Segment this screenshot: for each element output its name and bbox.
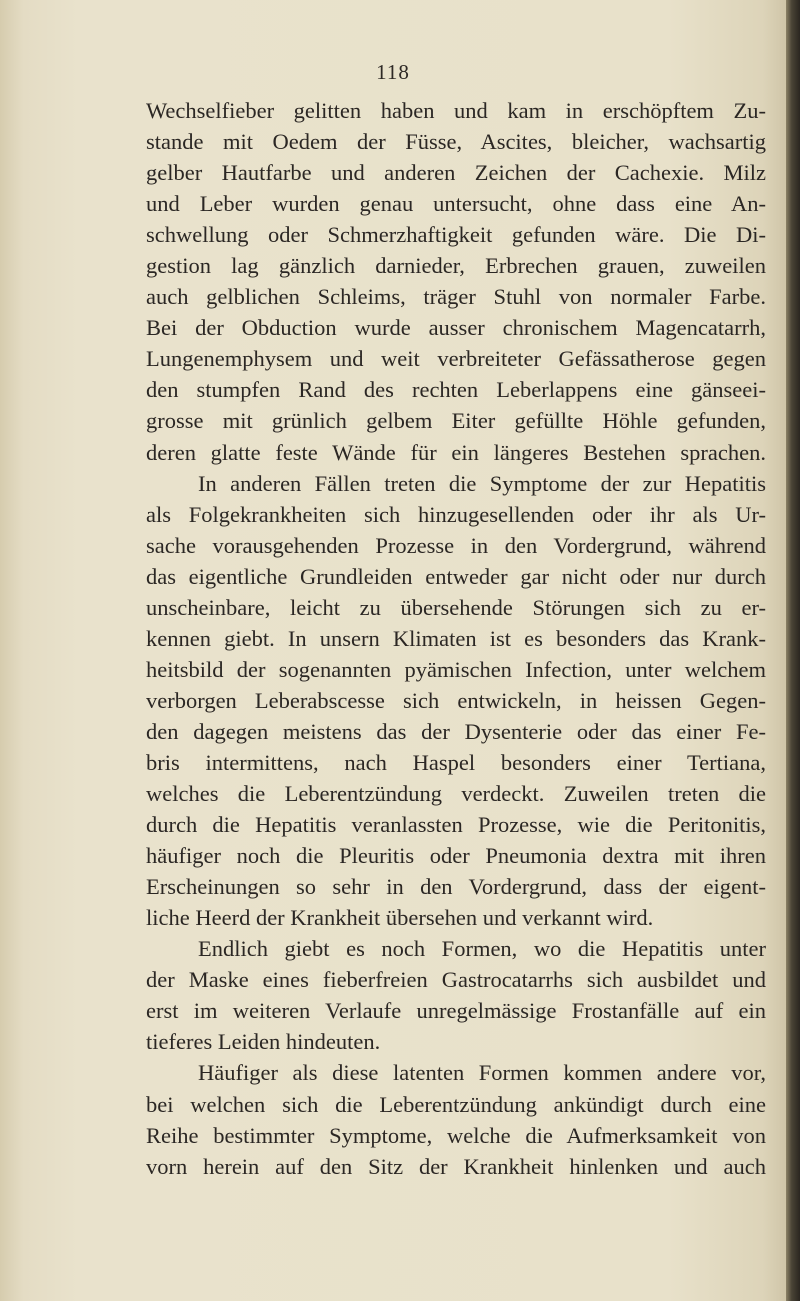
text-line: als Folgekrankheiten sich hinzugesellenden oder ihr als Ur- bbox=[146, 501, 766, 527]
text-line: deren glatte feste Wände für ein längeres Bestehen sprachen. bbox=[146, 439, 766, 465]
text-line: sache vorausgehenden Prozesse in den Vordergrund, während bbox=[146, 532, 766, 558]
page-number: 118 bbox=[376, 60, 410, 84]
text-line: häufiger noch die Pleuritis oder Pneumonia dextra mit ihren bbox=[146, 843, 766, 869]
text-line: Lungenemphysem und weit verbreiteter Gefässatherose gegen bbox=[146, 346, 766, 372]
text-line: bei welchen sich die Leberentzündung ankündigt durch eine bbox=[146, 1091, 766, 1117]
text-line: Endlich giebt es noch Formen, wo die Hepatitis unter bbox=[198, 936, 766, 962]
text-line: erst im weiteren Verlaufe unregelmässige Frostanfälle auf ein bbox=[146, 998, 766, 1024]
text-line: durch die Hepatitis veranlassten Prozesse, wie die Peritonitis, bbox=[146, 812, 766, 838]
text-line: verborgen Leberabscesse sich entwickeln, in heissen Gegen- bbox=[146, 687, 766, 713]
text-line: stande mit Oedem der Füsse, Ascites, bleicher, wachsartig bbox=[146, 129, 766, 155]
text-line: unscheinbare, leicht zu übersehende Störungen sich zu er- bbox=[146, 594, 766, 620]
text-line: bris intermittens, nach Haspel besonders einer Tertiana, bbox=[146, 749, 766, 775]
text-line: gestion lag gänzlich darnieder, Erbrechen grauen, zuweilen bbox=[146, 253, 766, 279]
text-line: den stumpfen Rand des rechten Leberlappens eine gänseei- bbox=[146, 377, 766, 403]
text-line: das eigentliche Grundleiden entweder gar nicht oder nur durch bbox=[146, 563, 766, 589]
text-line: grosse mit grünlich gelbem Eiter gefüllte Höhle gefunden, bbox=[146, 408, 766, 434]
text-line: Häufiger als diese latenten Formen kommen andere vor, bbox=[198, 1060, 766, 1086]
text-line: welches die Leberentzündung verdeckt. Zuweilen treten die bbox=[146, 781, 766, 807]
text-line: heitsbild der sogenannten pyämischen Infection, unter welchem bbox=[146, 656, 766, 682]
text-line: tieferes Leiden hindeuten. bbox=[146, 1029, 381, 1055]
text-line: Wechselfieber gelitten haben und kam in erschöpftem Zu- bbox=[146, 98, 766, 123]
book-edge bbox=[786, 0, 800, 1301]
text-line: vorn herein auf den Sitz der Krankheit hinlenken und auch bbox=[146, 1153, 766, 1179]
text-line: und Leber wurden genau untersucht, ohne dass eine An- bbox=[146, 191, 766, 217]
text-line: Erscheinungen so sehr in den Vordergrund, dass der eigent- bbox=[146, 874, 766, 900]
text-line: kennen giebt. In unsern Klimaten ist es besonders das Krank- bbox=[146, 625, 766, 651]
text-line: schwellung oder Schmerzhaftigkeit gefunden wäre. Die Di- bbox=[146, 222, 766, 248]
text-line: liche Heerd der Krankheit übersehen und verkannt wird. bbox=[146, 905, 654, 931]
body-text bbox=[146, 95, 766, 1182]
text-line: In anderen Fällen treten die Symptome der zur Hepatitis bbox=[198, 470, 766, 496]
text-line: Reihe bestimmter Symptome, welche die Aufmerksamkeit von bbox=[146, 1122, 766, 1148]
text-line: auch gelblichen Schleims, träger Stuhl von normaler Farbe. bbox=[146, 284, 766, 310]
text-line: Bei der Obduction wurde ausser chronischem Magencatarrh, bbox=[146, 315, 766, 341]
text-line: gelber Hautfarbe und anderen Zeichen der Cachexie. Milz bbox=[146, 160, 766, 186]
text-line: der Maske eines fieberfreien Gastrocatarrhs sich ausbildet und bbox=[146, 967, 766, 993]
text-line: den dagegen meistens das der Dysenterie oder das einer Fe- bbox=[146, 718, 766, 744]
